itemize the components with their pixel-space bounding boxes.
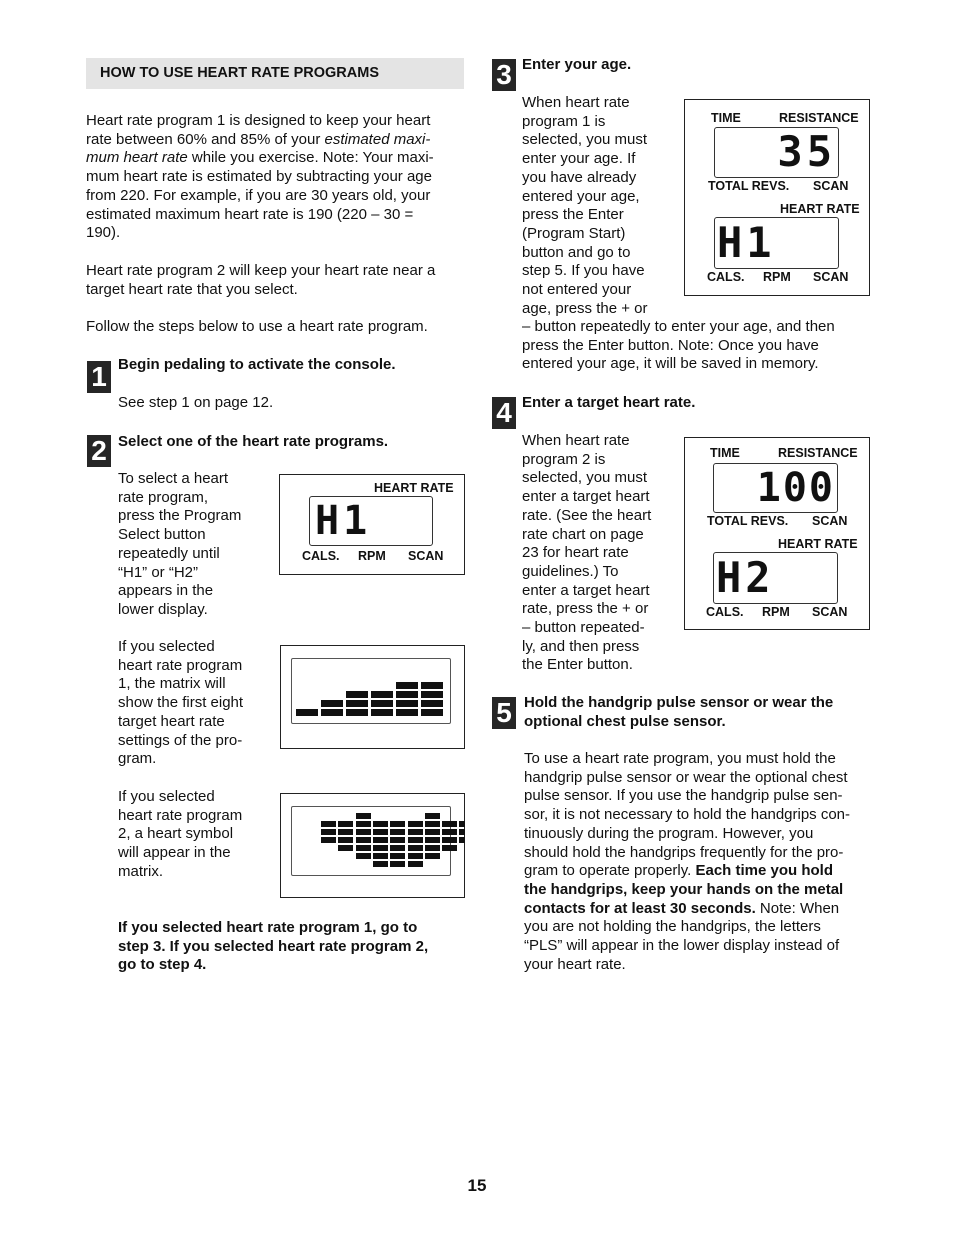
text-line: tinuously during the program. However, you <box>524 824 814 842</box>
italic-text: estimated maxi- <box>324 130 431 148</box>
rpm-label: RPM <box>358 549 386 563</box>
text-line: 2, a heart symbol <box>118 825 234 843</box>
matrix-cell <box>421 691 443 698</box>
text-line: enter your age. If <box>522 150 636 168</box>
step-4-title: Enter a target heart rate. <box>522 394 696 411</box>
step-3-text <box>522 94 672 318</box>
text-line: If you selected <box>118 788 215 805</box>
text-line: age, press the + or <box>522 299 648 317</box>
matrix-cell <box>425 853 440 859</box>
bold-text: Each time you hold <box>695 862 834 880</box>
text-line: target heart rate that you select. <box>86 280 298 298</box>
step-1-title: Begin pedaling to activate the console. <box>118 356 396 373</box>
lower-lcd-text: H1 <box>717 218 776 267</box>
matrix-cell <box>459 829 465 835</box>
text-line: Select button <box>118 526 206 544</box>
text-line: handgrip pulse sensor or wear the optional chest <box>524 768 848 786</box>
text-line: should hold the handgrips frequently for the pro- <box>524 843 844 861</box>
text-line: button and go to <box>522 243 631 261</box>
text-line: selected, you must <box>522 469 648 487</box>
matrix-cell <box>321 821 336 827</box>
text-line: gram. <box>118 750 157 768</box>
heart-rate-label: HEART RATE <box>778 537 858 551</box>
upper-lcd-text: 35 <box>777 127 836 176</box>
matrix-cell <box>390 845 405 851</box>
step-3-title: Enter your age. <box>522 56 632 73</box>
matrix-cell <box>408 829 423 835</box>
text-line: press the Enter <box>522 206 624 224</box>
matrix-cell <box>396 682 418 689</box>
total-revs-label: TOTAL REVS. <box>707 514 789 528</box>
bold-text: contacts for at least 30 seconds. <box>524 899 756 917</box>
matrix-cell <box>321 709 343 716</box>
matrix-cell <box>442 821 457 827</box>
text-line: – button repeated- <box>522 619 645 637</box>
text-span: while you exercise. Note: Your maxi- <box>187 149 434 167</box>
page-number: 15 <box>467 1176 487 1195</box>
matrix-cell <box>371 700 393 707</box>
text-line: repeatedly until <box>118 544 220 562</box>
lower-lcd-text: H2 <box>716 553 775 602</box>
intro-paragraph-3: Follow the steps below to use a heart rate program. <box>86 318 428 335</box>
upper-lcd-display <box>713 463 838 513</box>
time-label: TIME <box>711 111 741 125</box>
matrix-cell <box>442 845 457 851</box>
resistance-label: RESISTANCE <box>779 111 859 125</box>
matrix-cell <box>373 837 388 843</box>
matrix-cell <box>356 821 371 827</box>
text-line: (Program Start) <box>522 224 626 242</box>
text-line: pulse sensor. If you use the handgrip pulse sen- <box>524 787 843 805</box>
text-line: – button repeatedly to enter your age, and then <box>522 318 835 335</box>
matrix-cell <box>390 829 405 835</box>
text-line: rate chart on page <box>522 525 644 543</box>
matrix-cell <box>373 845 388 851</box>
text-line: ly, and then press <box>522 637 640 655</box>
text-line: show the first eight <box>118 694 244 712</box>
step-2-number: 2 <box>87 435 111 467</box>
text-line: enter a target heart <box>522 488 650 506</box>
matrix-cell <box>425 813 440 819</box>
matrix-cell <box>396 691 418 698</box>
text-line: Heart rate program 1 is designed to keep your heart <box>86 112 431 129</box>
matrix-cell <box>373 821 388 827</box>
total-revs-label: TOTAL REVS. <box>708 179 790 193</box>
step-5-number: 5 <box>492 697 516 729</box>
matrix-cell <box>373 861 388 867</box>
text-line: estimated maximum heart rate is 190 (220 – 30 = <box>86 205 414 223</box>
text-line: matrix. <box>118 862 163 880</box>
text-line: rate. (See the heart <box>522 506 652 524</box>
matrix-cell <box>408 853 423 859</box>
lower-lcd-display <box>714 217 839 269</box>
matrix-cell <box>459 821 465 827</box>
matrix-cell <box>408 861 423 867</box>
step-2-paragraph-1 <box>118 470 268 620</box>
text-line: step 5. If you have <box>522 262 645 280</box>
cals-label: CALS. <box>707 270 745 284</box>
step-4-text <box>522 432 672 675</box>
step-1-text: See step 1 on page 12. <box>118 394 274 411</box>
text-line: “H1” or “H2” <box>118 563 199 581</box>
text-line: target heart rate <box>118 712 225 730</box>
matrix-heart-symbol <box>280 793 465 898</box>
matrix-cell <box>425 821 440 827</box>
intro-paragraph-2 <box>86 262 466 299</box>
matrix-cell <box>321 837 336 843</box>
rpm-label: RPM <box>763 270 791 284</box>
matrix-cell <box>356 845 371 851</box>
text-line: heart rate program <box>118 806 243 824</box>
text-line: Hold the handgrip pulse sensor or wear the <box>524 694 834 711</box>
text-line: 1, the matrix will <box>118 675 226 693</box>
step-3-text-continued <box>522 318 882 374</box>
text-line: If you selected <box>118 638 215 655</box>
text-line: guidelines.) To <box>522 562 619 580</box>
matrix-cell <box>390 837 405 843</box>
text-line: “PLS” will appear in the lower display instead of <box>524 937 840 955</box>
matrix-cell <box>459 837 465 843</box>
matrix-cell <box>321 700 343 707</box>
text-line: not entered your <box>522 281 632 299</box>
text-line: To select a heart <box>118 470 229 487</box>
matrix-cell <box>373 853 388 859</box>
matrix-cell <box>356 837 371 843</box>
matrix-panel-heart <box>280 793 465 898</box>
cals-label: CALS. <box>706 605 744 619</box>
text-line: heart rate program <box>118 656 243 674</box>
lcd-display <box>309 496 433 546</box>
matrix-cell <box>346 700 368 707</box>
heart-rate-label: HEART RATE <box>780 202 860 216</box>
matrix-cell <box>425 837 440 843</box>
lower-lcd-display <box>713 552 838 604</box>
step-3-number: 3 <box>492 59 516 91</box>
text-line: sor, it is not necessary to hold the handgrips con- <box>524 806 851 824</box>
scan-label: SCAN <box>813 179 849 193</box>
text-line: press the Program <box>118 507 242 525</box>
scan-label: SCAN <box>813 270 849 284</box>
matrix-cell <box>421 700 443 707</box>
matrix-cell <box>356 829 371 835</box>
heart-rate-label: HEART RATE <box>374 481 454 495</box>
text-line: rate, press the + or <box>522 600 649 618</box>
matrix-program-1-graph <box>280 645 465 749</box>
text-line: If you selected heart rate program 1, go to <box>118 919 418 936</box>
text-line: enter a target heart <box>522 581 650 599</box>
text-line: your heart rate. <box>524 955 626 973</box>
scan-label: SCAN <box>408 549 444 563</box>
text-line: Heart rate program 2 will keep your heart rate near a <box>86 262 436 279</box>
matrix-cell <box>408 845 423 851</box>
text-span: Note: When <box>755 899 840 917</box>
text-line: program 2 is <box>522 450 606 468</box>
matrix-cell <box>338 837 353 843</box>
step-5-title <box>524 694 884 731</box>
matrix-cell <box>425 845 440 851</box>
text-line: entered your age, it will be saved in memory. <box>522 355 819 373</box>
intro-paragraph-1 <box>86 112 466 243</box>
console-panel-target <box>684 437 870 630</box>
text-line: To use a heart rate program, you must hold the <box>524 750 836 767</box>
text-line: the handgrips, keep your hands on the metal <box>524 880 844 898</box>
matrix-cell <box>356 853 371 859</box>
matrix-cell <box>425 829 440 835</box>
matrix-cell <box>338 821 353 827</box>
text-line: entered your age, <box>522 187 640 205</box>
text-line: the Enter button. <box>522 656 633 674</box>
text-line: 23 for heart rate <box>522 544 629 562</box>
matrix-cell <box>421 682 443 689</box>
matrix-cell <box>408 837 423 843</box>
text-line: step 3. If you selected heart rate program 2, <box>118 937 429 955</box>
lcd-text: H1 <box>315 498 372 544</box>
matrix-cell <box>408 821 423 827</box>
matrix-cell <box>390 853 405 859</box>
matrix-cell <box>396 700 418 707</box>
text-line: selected, you must <box>522 131 648 149</box>
text-span: rate between 60% and 85% of your <box>86 130 325 148</box>
text-line: lower display. <box>118 600 208 618</box>
matrix-cell <box>371 691 393 698</box>
section-header: HOW TO USE HEART RATE PROGRAMS <box>86 58 464 89</box>
italic-text: mum heart rate <box>86 149 188 167</box>
matrix-cell <box>346 709 368 716</box>
text-line: When heart rate <box>522 432 630 449</box>
step-2-paragraph-3 <box>118 788 268 882</box>
text-line: appears in the <box>118 582 214 600</box>
text-line <box>524 862 884 881</box>
resistance-label: RESISTANCE <box>778 446 858 460</box>
text-line: program 1 is <box>522 112 606 130</box>
rpm-label: RPM <box>762 605 790 619</box>
lower-display-panel <box>279 474 465 575</box>
step-5-text <box>524 750 884 974</box>
text-line: you are not holding the handgrips, the letters <box>524 918 821 936</box>
matrix-cell <box>421 709 443 716</box>
text-line: settings of the pro- <box>118 731 243 749</box>
text-line <box>86 131 466 150</box>
console-panel-age <box>684 99 870 296</box>
step-4-number: 4 <box>492 397 516 429</box>
text-line: you have already <box>522 168 637 186</box>
step-1-number: 1 <box>87 361 111 393</box>
matrix-cell <box>321 829 336 835</box>
matrix-cell <box>390 861 405 867</box>
matrix-cell <box>338 845 353 851</box>
text-line: rate program, <box>118 488 209 506</box>
matrix-cell <box>346 691 368 698</box>
upper-lcd-display <box>714 127 839 178</box>
text-span: gram to operate properly. <box>524 862 696 880</box>
upper-lcd-text: 100 <box>756 465 835 511</box>
time-label: TIME <box>710 446 740 460</box>
cals-label: CALS. <box>302 549 340 563</box>
text-line: from 220. For example, if you are 30 years old, your <box>86 186 431 204</box>
text-line <box>86 149 466 168</box>
matrix-cell <box>390 821 405 827</box>
text-line: optional chest pulse sensor. <box>524 712 726 730</box>
matrix-cell <box>356 813 371 819</box>
matrix-cell <box>373 829 388 835</box>
matrix-cell <box>296 709 318 716</box>
text-line: go to step 4. <box>118 956 207 974</box>
matrix-cell <box>442 837 457 843</box>
text-line: When heart rate <box>522 94 630 111</box>
text-line: mum heart rate is estimated by subtracting your age <box>86 168 432 186</box>
matrix-cell <box>442 829 457 835</box>
matrix-cell <box>371 709 393 716</box>
step-2-paragraph-2 <box>118 638 268 769</box>
scan-label: SCAN <box>812 605 848 619</box>
matrix-panel-program-1 <box>280 645 465 749</box>
text-line: press the Enter button. Note: Once you have <box>522 336 819 354</box>
step-2-title: Select one of the heart rate programs. <box>118 433 389 450</box>
matrix-cell <box>338 829 353 835</box>
text-line: 190). <box>86 224 121 242</box>
matrix-cell <box>396 709 418 716</box>
text-line <box>524 900 884 919</box>
step-2-final-instruction <box>118 919 468 975</box>
text-line: will appear in the <box>118 844 231 862</box>
scan-label: SCAN <box>812 514 848 528</box>
